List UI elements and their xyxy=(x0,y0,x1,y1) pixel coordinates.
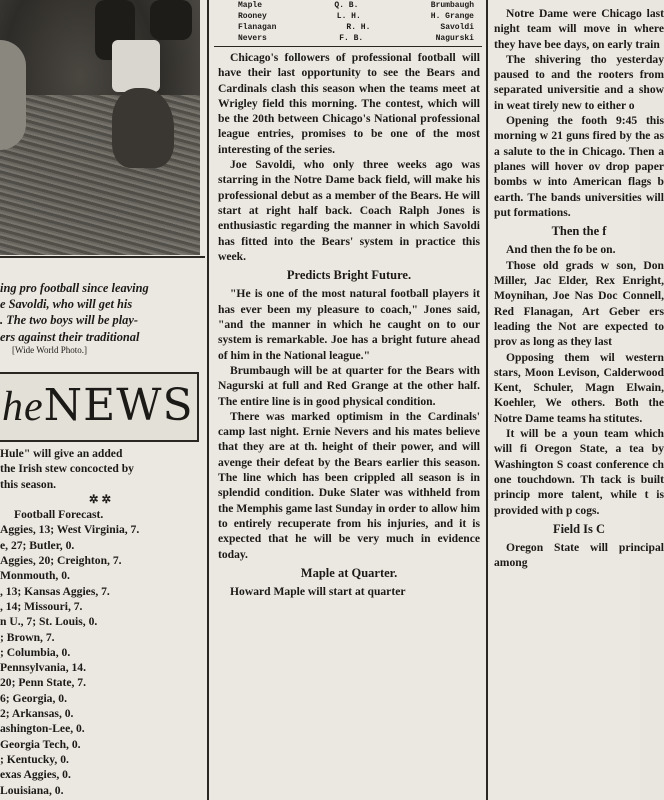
column-rule xyxy=(486,0,488,800)
paragraph: The shivering tho yesterday paused to and the rooters from separated universitie and a show in weat tirely new to either o xyxy=(494,52,664,112)
paragraph: Oregon State will principal among xyxy=(494,541,664,570)
forecast-item: Monmouth, 0. xyxy=(0,569,70,583)
subheading: Predicts Bright Future. xyxy=(286,268,412,283)
subheading: Then the f xyxy=(551,224,607,239)
lineup-row xyxy=(238,22,474,33)
paragraph: Those old grads w son, Don Miller, Jac Elder, Rex Enright, Moynihan, Joe Nas Doc Connell, Red Flanagan, Art Geber ers leading the Not are expected to prov as long as they last xyxy=(494,258,664,349)
lineup-row xyxy=(238,0,474,11)
paragraph: "He is one of the most natural football players it has ever been my pleasure to coach," Jones said, "and the manner in which he caught on to our system is remarkable. Joe has a bright future ahead of him in the National league." xyxy=(218,287,480,362)
forecast-item: 2; Arkansas, 0. xyxy=(0,707,74,721)
forecast-heading: Football Forecast. xyxy=(14,508,104,522)
paragraph: Joe Savoldi, who only three weeks ago was starring in the Notre Dame back field, will make his professional debut as a member of the Bears. He will start at right half back. Coach Ralph Jones is enthusiastic regarding the manner in which Savoldi has fitted into the Bears' system in practice this week. xyxy=(218,158,480,263)
caption-line: ers against their traditional xyxy=(0,329,140,344)
caption-line: ing pro football since leaving xyxy=(0,281,149,295)
photo-sock xyxy=(112,40,160,92)
lineup-right: Savoldi xyxy=(440,23,474,32)
caption-line: e Savoldi, who will get his xyxy=(0,297,133,312)
forecast-item: 20; Penn State, 7. xyxy=(0,676,86,690)
lineup-left: Nevers xyxy=(238,34,267,43)
lineup-right: Brumbaugh xyxy=(430,1,474,10)
photo-boot xyxy=(112,88,174,168)
lineup-pos: F. B. xyxy=(339,34,364,43)
paragraph: There was marked optimism in the Cardinals' camp last night. Ernie Nevers and his mates believe that they are at th. height of their power, and will avenge their defeat by the Bears earlier this season. The line which has been crippled all season is in splendid condition. Duke Slater was withheld from the Memphis game last Sunday in order to allow him to entirely recuperate from his injuries, and it is expected that he will be very much in evidence today. xyxy=(218,409,480,561)
paragraph: Chicago's followers of professional football will have their last opportunity to see the Bears and Cardinals clash this season when the teams meet at Wrigley field this morning. The contest, which will be the 20th between Chicago's National professional league entries, promises to be one of the most interesting of the series. xyxy=(218,51,480,156)
lineup-right: Nagurski xyxy=(435,34,474,43)
lineup-row xyxy=(238,11,474,22)
forecast-item: ; Brown, 7. xyxy=(0,630,55,644)
text-line: this season. xyxy=(0,477,57,491)
column-rule xyxy=(207,0,209,800)
news-masthead xyxy=(2,376,194,437)
forecast-item: exas Aggies, 0. xyxy=(0,768,71,782)
section-stars: ✲ ✲ xyxy=(88,492,112,506)
lineup-left: Flanagan xyxy=(238,23,277,32)
lineup-rule xyxy=(214,46,482,47)
photo-figure xyxy=(0,40,26,150)
lineup-pos: L. H. xyxy=(336,12,361,21)
forecast-item: Pennsylvania, 14. xyxy=(0,661,87,675)
lineup-right: H. Grange xyxy=(430,12,474,21)
news-masthead-word: NEWS xyxy=(43,380,194,431)
text-line: Hule" will give an added xyxy=(0,447,123,460)
forecast-item: Louisiana, 0. xyxy=(0,783,64,797)
forecast-item: 6; Georgia, 0. xyxy=(0,691,67,705)
lineup-rows xyxy=(238,0,474,44)
lineup-table xyxy=(238,0,474,44)
forecast-list xyxy=(0,522,200,797)
forecast-item: e, 27; Butler, 0. xyxy=(0,538,75,552)
paragraph: Howard Maple will start at quarter xyxy=(230,585,406,599)
photo-credit: [Wide World Photo.] xyxy=(12,345,87,355)
left-column xyxy=(0,446,200,800)
subheading: Field Is C xyxy=(552,521,606,536)
photo-caption xyxy=(0,280,205,345)
lineup-left: Maple xyxy=(238,1,263,10)
paragraph: It will be a youn team which will fi Oregon State, a tea by Washington S coast conference ch one touchdown. Th tack is built princip more talent, while t is provided with p cogs. xyxy=(494,427,664,517)
lineup-pos: R. H. xyxy=(346,23,371,32)
forecast-item: ashington-Lee, 0. xyxy=(0,722,85,736)
news-masthead-box xyxy=(0,372,199,442)
subheading: Maple at Quarter. xyxy=(300,565,398,580)
paragraph: Brumbaugh will be at quarter for the Bears with Nagurski at full and Red Grange at the other half. The entire line is in good physical condition. xyxy=(218,363,480,408)
photo-leg xyxy=(150,0,192,40)
forecast-item: Aggies, 20; Creighton, 7. xyxy=(0,554,122,568)
forecast-item: , 13; Kansas Aggies, 7. xyxy=(0,584,110,598)
news-masthead-the: he xyxy=(2,384,44,430)
right-column xyxy=(494,6,664,800)
lineup-left: Rooney xyxy=(238,12,267,21)
photo-border xyxy=(0,256,205,258)
forecast-item: , 14; Missouri, 7. xyxy=(0,599,83,613)
middle-column xyxy=(218,50,480,800)
lineup-row xyxy=(238,33,474,44)
forecast-item: Georgia Tech, 0. xyxy=(0,737,81,751)
paragraph: Notre Dame were Chicago last night team will move in where they have bee days, on early train xyxy=(494,7,664,51)
paragraph: Opening the footh 9:45 this morning w 21 guns fired by the as a salute to the in Chicago. Then a planes will hover ov drop paper bombs w into American flags b earth. The bands universities will put formations. xyxy=(494,114,664,219)
forecast-item: n U., 7; St. Louis, 0. xyxy=(0,615,98,629)
football-photo xyxy=(0,0,200,255)
lineup-pos: Q. B. xyxy=(334,1,359,10)
text-line: the Irish stew concocted by xyxy=(0,462,134,476)
paragraph: Opposing them wil western stars, Moon Levison, Calderwood Kent, Schuler, Magn Elwain, Koehler, We others. Both the Notre Dame teams ha stitutes. xyxy=(494,350,664,425)
forecast-item: ; Kentucky, 0. xyxy=(0,752,69,766)
caption-line: . The two boys will be play- xyxy=(0,313,139,328)
forecast-item: Aggies, 13; West Virginia, 7. xyxy=(0,523,140,537)
paragraph: And then the fo be on. xyxy=(506,243,616,257)
forecast-item: ; Columbia, 0. xyxy=(0,645,71,659)
